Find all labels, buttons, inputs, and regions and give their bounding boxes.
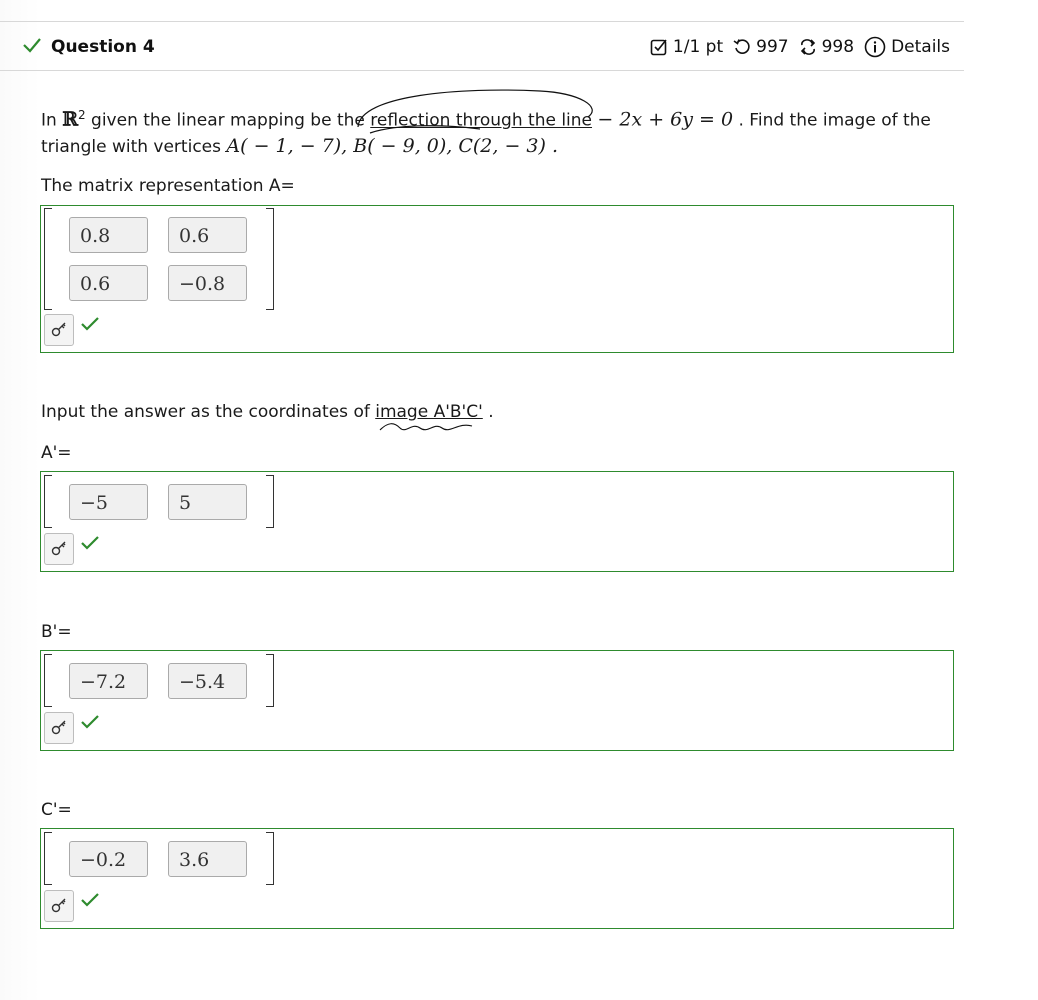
c-prime-label: C'= (41, 800, 72, 820)
correct-check-icon (80, 535, 100, 551)
b-prime-answer-box (40, 650, 954, 751)
divider (0, 70, 964, 71)
matrix-answer-box (40, 205, 954, 353)
page-margin (0, 0, 40, 1000)
matrix-label: The matrix representation A= (41, 176, 295, 196)
left-bracket (44, 208, 52, 310)
instruction-prefix: Input the answer as the coordinates of (41, 402, 370, 422)
key-icon (51, 720, 67, 736)
c-prime-x-input[interactable]: −0.2 (69, 841, 148, 877)
key-icon (51, 322, 67, 338)
right-bracket (266, 208, 274, 310)
prompt-text-3: triangle with vertices (41, 136, 221, 157)
a-prime-y-input[interactable]: 5 (168, 484, 247, 520)
correct-check-icon (80, 892, 100, 908)
prompt-text-1: given the linear mapping be the (91, 110, 365, 131)
image-link[interactable]: image A'B'C' (375, 402, 483, 422)
answer-key-button[interactable] (44, 890, 74, 922)
handwritten-squiggle (378, 420, 478, 436)
score-checkbox-icon (650, 38, 668, 56)
right-bracket (266, 654, 274, 707)
key-icon (51, 898, 67, 914)
prompt-in: In (41, 110, 57, 131)
space-symbol: ℝ (62, 108, 78, 131)
retries-count: 997 (756, 37, 789, 57)
question-header (0, 22, 964, 70)
b-prime-label: B'= (41, 622, 72, 642)
left-bracket (44, 475, 52, 528)
question-title: Question 4 (51, 37, 155, 57)
matrix-cell-1-2[interactable]: 0.6 (168, 217, 247, 253)
question-text (41, 103, 961, 160)
answer-key-button[interactable] (44, 314, 74, 346)
matrix-cell-1-1[interactable]: 0.8 (69, 217, 148, 253)
info-icon[interactable] (864, 36, 886, 58)
left-bracket (44, 832, 52, 885)
line-equation: − 2x + 6y = 0 (597, 108, 734, 131)
a-prime-label: A'= (41, 443, 72, 463)
reflection-link[interactable]: reflection through the line (370, 110, 593, 131)
instruction-text (41, 402, 494, 422)
correct-check-icon (22, 36, 42, 54)
triangle-vertices: A( − 1, − 7), B( − 9, 0), C(2, − 3) . (226, 134, 559, 157)
matrix-cell-2-1[interactable]: 0.6 (69, 265, 148, 301)
key-icon (51, 541, 67, 557)
c-prime-answer-box (40, 828, 954, 929)
question-meta (650, 36, 950, 58)
retry-icon (733, 38, 751, 56)
a-prime-x-input[interactable]: −5 (69, 484, 148, 520)
right-bracket (266, 475, 274, 528)
matrix-cell-2-2[interactable]: −0.8 (168, 265, 247, 301)
score-text: 1/1 pt (672, 37, 724, 57)
space-exponent: 2 (78, 108, 86, 122)
c-prime-y-input[interactable]: 3.6 (168, 841, 247, 877)
right-bracket (266, 832, 274, 885)
answer-key-button[interactable] (44, 533, 74, 565)
attempts-count: 998 (821, 37, 855, 57)
answer-key-button[interactable] (44, 712, 74, 744)
attempts-icon (799, 38, 817, 56)
a-prime-answer-box (40, 471, 954, 572)
prompt-text-2: . Find the image of the (738, 110, 931, 131)
correct-check-icon (80, 714, 100, 730)
correct-check-icon (80, 316, 100, 332)
instruction-suffix: . (488, 402, 494, 422)
b-prime-y-input[interactable]: −5.4 (168, 663, 247, 699)
b-prime-x-input[interactable]: −7.2 (69, 663, 148, 699)
left-bracket (44, 654, 52, 707)
details-link[interactable]: Details (891, 37, 950, 57)
